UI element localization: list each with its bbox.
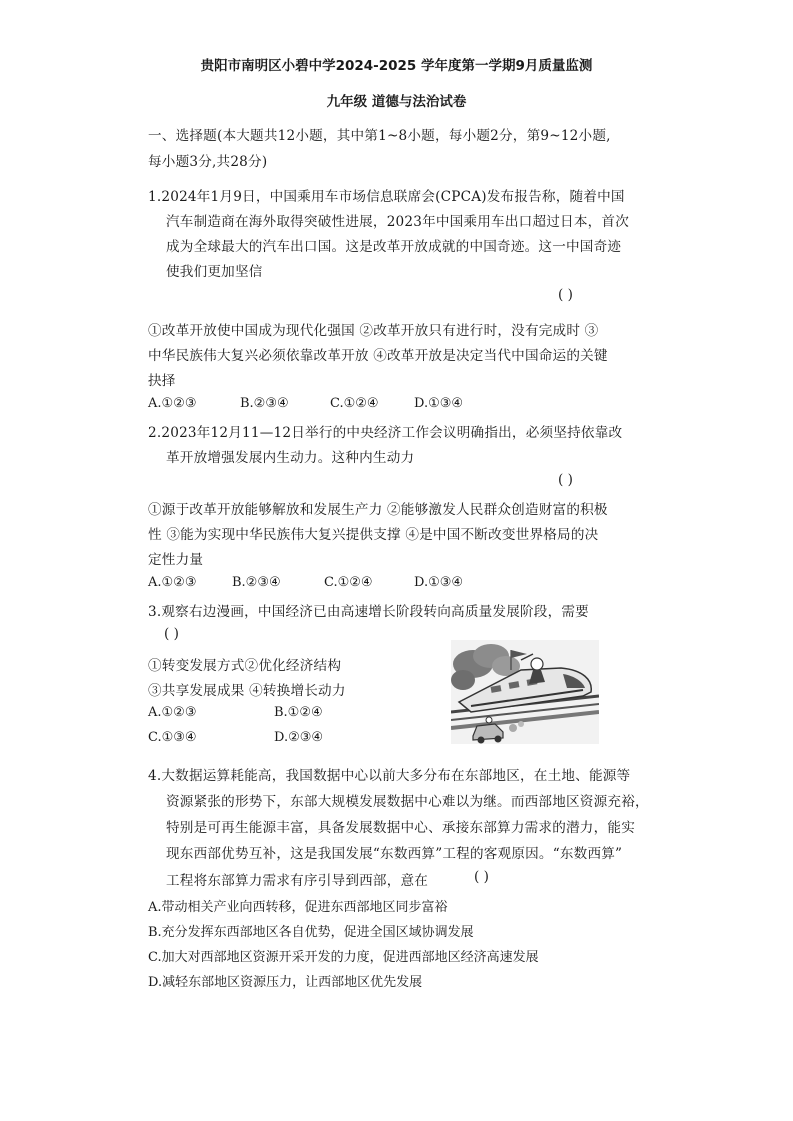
q4-option-a: A.带动相关产业向西转移，促进东西部地区同步富裕 bbox=[148, 900, 448, 915]
q1-stem-line: 使我们更加坚信 bbox=[166, 264, 263, 280]
q1-stem-line: 1.2024年1月9日，中国乘用车市场信息联席会(CPCA)发布报告称，随着中国 bbox=[148, 189, 625, 205]
q3-option-d: D.②③④ bbox=[274, 730, 324, 745]
q2-item-line: 性 ③能为实现中华民族伟大复兴提供支撑 ④是中国不断改变世界格局的决 bbox=[148, 527, 599, 543]
exam-subtitle: 九年级 道德与法治试卷 bbox=[326, 94, 467, 110]
q1-stem-line: 汽车制造商在海外取得突破性进展，2023年中国乘用车出口超过日本，首次 bbox=[166, 214, 629, 230]
q2-stem-line: 2.2023年12月11—12日举行的中央经济工作会议明确指出，必须坚持依靠改 bbox=[148, 425, 623, 441]
q3-answer-blank: ( ) bbox=[164, 626, 179, 642]
q3-option-b: B.①②④ bbox=[274, 705, 323, 720]
q3-item-line: ③共享发展成果 ④转换增长动力 bbox=[148, 683, 346, 699]
q1-item-line: ①改革开放使中国成为现代化强国 ②改革开放只有进行时，没有完成时 ③ bbox=[148, 323, 599, 339]
q4-option-b: B.充分发挥东西部地区各自优势，促进全国区域协调发展 bbox=[148, 925, 474, 940]
q1-stem-line: 成为全球最大的汽车出口国。这是改革开放成就的中国奇迹。这一中国奇迹 bbox=[166, 239, 622, 255]
section-heading-line: 每小题3分,共28分) bbox=[148, 154, 268, 170]
q4-stem-line: 4.大数据运算耗能高，我国数据中心以前大多分布在东部地区，在土地、能源等 bbox=[148, 768, 631, 784]
q4-option-c: C.加大对西部地区资源开采开发的力度，促进西部地区经济高速发展 bbox=[148, 950, 539, 965]
train-cartoon-image bbox=[451, 640, 599, 744]
q3-option-c: C.①③④ bbox=[148, 730, 197, 745]
exam-title: 贵阳市南明区小碧中学2024-2025 学年度第一学期9月质量监测 bbox=[200, 58, 593, 74]
q2-answer-blank: ( ) bbox=[558, 472, 573, 488]
q1-option-b: B.②③④ bbox=[240, 396, 289, 411]
q3-stem-line: 3.观察右边漫画，中国经济已由高速增长阶段转向高质量发展阶段，需要 bbox=[148, 604, 589, 620]
q2-option-d: D.①③④ bbox=[414, 575, 464, 590]
q2-option-c: C.①②④ bbox=[324, 575, 373, 590]
q1-item-line: 中华民族伟大复兴必须依靠改革开放 ④改革开放是决定当代中国命运的关键 bbox=[148, 348, 608, 364]
q4-option-d: D.减轻东部地区资源压力，让西部地区优先发展 bbox=[148, 975, 423, 990]
q2-option-a: A.①②③ bbox=[148, 575, 197, 590]
q2-stem-line: 革开放增强发展内生动力。这种内生动力 bbox=[166, 450, 415, 466]
q1-item-line: 抉择 bbox=[148, 373, 176, 389]
q1-option-d: D.①③④ bbox=[414, 396, 464, 411]
q4-stem-line: 资源紧张的形势下，东部大规模发展数据中心难以为继。而西部地区资源充裕， bbox=[166, 794, 649, 810]
q4-answer-blank: ( ) bbox=[474, 869, 489, 885]
q2-option-b: B.②③④ bbox=[232, 575, 281, 590]
q1-option-a: A.①②③ bbox=[148, 396, 197, 411]
q2-item-line: 定性力量 bbox=[148, 552, 204, 568]
q1-answer-blank: ( ) bbox=[558, 287, 573, 303]
q1-option-c: C.①②④ bbox=[330, 396, 379, 411]
q4-stem-line: 特别是可再生能源丰富，具备发展数据中心、承接东部算力需求的潜力，能实 bbox=[166, 820, 635, 836]
q4-stem-line: 现东西部优势互补，这是我国发展“东数西算”工程的客观原因。“东数西算” bbox=[166, 846, 623, 862]
q2-item-line: ①源于改革开放能够解放和发展生产力 ②能够激发人民群众创造财富的积极 bbox=[148, 502, 608, 518]
q3-item-line: ①转变发展方式②优化经济结构 bbox=[148, 658, 342, 674]
q4-stem-line: 工程将东部算力需求有序引导到西部，意在 bbox=[166, 873, 429, 889]
section-heading-line: 一、选择题(本大题共12小题，其中第1~8小题，每小题2分，第9~12小题, bbox=[148, 128, 611, 144]
q3-option-a: A.①②③ bbox=[148, 705, 197, 720]
